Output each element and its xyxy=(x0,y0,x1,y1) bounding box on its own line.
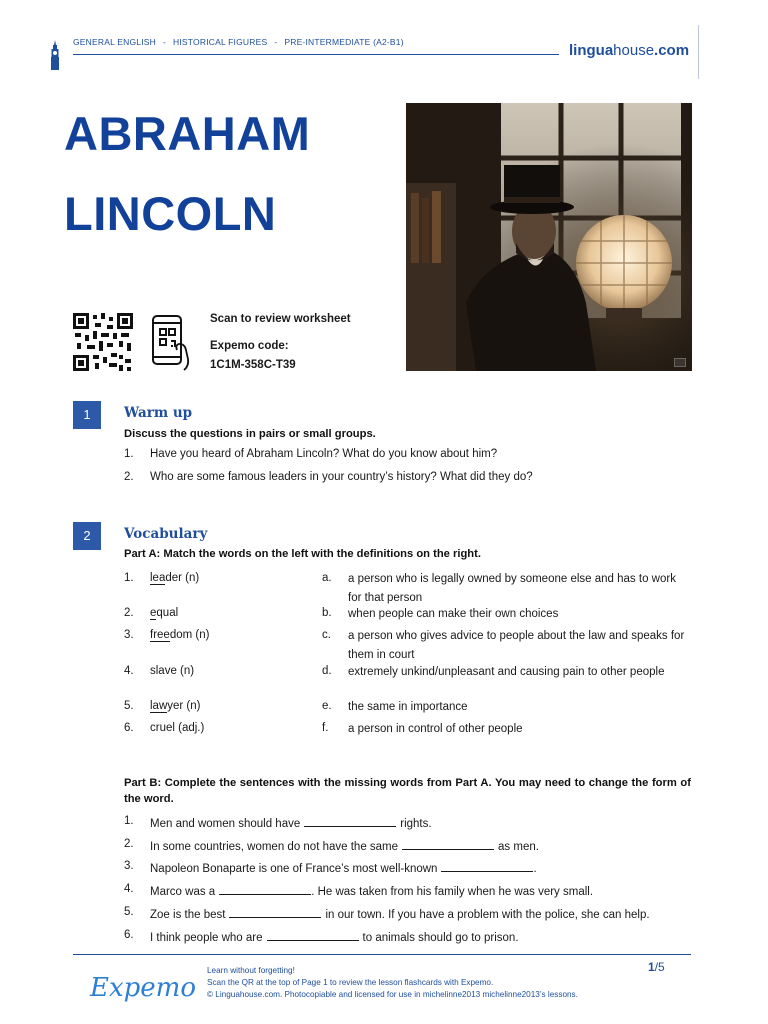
list-number: 2. xyxy=(124,607,134,619)
list-number: 1. xyxy=(124,815,134,827)
vocab-word: equal xyxy=(150,607,179,619)
list-number: 6. xyxy=(124,722,134,734)
list-number: 4. xyxy=(124,665,134,677)
list-number: 3. xyxy=(124,629,134,641)
section-number-2: 2 xyxy=(73,522,101,550)
title-line-1: ABRAHAM xyxy=(64,107,311,160)
answer-blank[interactable] xyxy=(304,815,396,827)
vocab-word: cruel (adj.) xyxy=(150,722,205,734)
header-divider xyxy=(698,25,699,79)
answer-blank[interactable] xyxy=(267,929,359,941)
stressed-syllable: free xyxy=(150,629,170,641)
definition-text: extremely unkind/unpleasant and causing pain to other people xyxy=(348,666,665,678)
expemo-logo xyxy=(88,962,198,1008)
list-number: 1. xyxy=(124,448,134,460)
answer-blank[interactable] xyxy=(229,906,321,918)
footer-tagline: Learn without forgetting! xyxy=(207,966,295,975)
definition-letter: b. xyxy=(322,607,332,619)
image-caption-icon xyxy=(674,358,686,367)
vocab-word: lawyer (n) xyxy=(150,700,201,712)
vocab-word: leader (n) xyxy=(150,572,200,584)
gap-sentence: Zoe is the best in our town. If you have a problem with the police, she can help. xyxy=(150,906,650,921)
vocab-word: slave (n) xyxy=(150,665,195,677)
list-number: 3. xyxy=(124,860,134,872)
definition-letter: f. xyxy=(322,722,329,734)
gap-sentence: Men and women should have rights. xyxy=(150,815,432,830)
definition-text: a person in control of other people xyxy=(348,723,523,735)
warm-up-question: Who are some famous leaders in your country’s history? What did they do? xyxy=(150,471,533,483)
page-number: 1/5 xyxy=(648,960,665,974)
section-number-1: 1 xyxy=(73,401,101,429)
stressed-syllable: e xyxy=(150,607,157,619)
definition-text: when people can make their own choices xyxy=(348,608,559,620)
warm-up-question: Have you heard of Abraham Lincoln? What do you know about him? xyxy=(150,448,498,460)
definition-letter: d. xyxy=(322,665,332,677)
definition-text: a person who gives advice to people about the law and speaks for them in court xyxy=(348,630,685,661)
breadcrumb-category: GENERAL ENGLISH xyxy=(73,37,156,47)
warm-up-instruction: Discuss the questions in pairs or small groups. xyxy=(124,428,376,440)
stressed-syllable: law xyxy=(150,700,168,712)
answer-blank[interactable] xyxy=(219,883,311,895)
section-title-warm-up: Warm up xyxy=(124,405,193,421)
breadcrumb xyxy=(73,37,404,47)
gap-sentence: I think people who are to animals should go to prison. xyxy=(150,929,519,944)
definition-letter: e. xyxy=(322,700,332,712)
breadcrumb-level: PRE-INTERMEDIATE (A2-B1) xyxy=(284,37,404,47)
svg-text:Expemo: Expemo xyxy=(90,973,196,1003)
big-ben-icon xyxy=(49,40,61,70)
footer-qr-note: Scan the QR at the top of Page 1 to review the lesson flashcards with Expemo. xyxy=(207,978,494,987)
gap-sentence: Napoleon Bonaparte is one of France’s most well-known . xyxy=(150,860,537,875)
footer-copyright: © Linguahouse.com. Photocopiable and licensed for use in michelinne2013 michelinne2013’s lessons. xyxy=(207,990,578,999)
breadcrumb-topic: HISTORICAL FIGURES xyxy=(173,37,268,47)
part-b-instruction: Part B: Complete the sentences with the missing words from Part A. You may need to change the form of the word. xyxy=(124,777,691,805)
lincoln-portrait-image xyxy=(406,103,692,371)
stressed-syllable: lea xyxy=(150,572,166,584)
list-number: 6. xyxy=(124,929,134,941)
answer-blank[interactable] xyxy=(402,838,494,850)
definition-letter: c. xyxy=(322,629,331,641)
section-title-vocabulary: Vocabulary xyxy=(124,526,208,542)
definition-letter: a. xyxy=(322,572,332,584)
phone-scan-icon xyxy=(151,314,191,372)
definition-text: the same in importance xyxy=(348,701,468,713)
scan-label: Scan to review worksheet xyxy=(210,313,351,325)
list-number: 2. xyxy=(124,838,134,850)
breadcrumb-separator: - xyxy=(163,37,167,47)
part-a-instruction: Part A: Match the words on the left with the definitions on the right. xyxy=(124,548,481,560)
list-number: 1. xyxy=(124,572,134,584)
expemo-code-value: 1C1M-358C-T39 xyxy=(210,359,296,371)
footer-rule xyxy=(73,954,691,955)
answer-blank[interactable] xyxy=(441,860,533,872)
definition-text: a person who is legally owned by someone else and has to work for that person xyxy=(348,573,676,604)
list-number: 2. xyxy=(124,471,134,483)
gap-sentence: Marco was a . He was taken from his family when he was very small. xyxy=(150,883,593,898)
qr-code-icon[interactable] xyxy=(73,313,133,371)
page-title xyxy=(64,94,384,254)
breadcrumb-separator: - xyxy=(274,37,278,47)
expemo-code-label: Expemo code: xyxy=(210,340,289,352)
list-number: 5. xyxy=(124,700,134,712)
header-rule xyxy=(73,54,559,55)
title-line-2: LINCOLN xyxy=(64,187,277,240)
gap-sentence: In some countries, women do not have the same as men. xyxy=(150,838,539,853)
list-number: 4. xyxy=(124,883,134,895)
vocab-word: freedom (n) xyxy=(150,629,210,641)
list-number: 5. xyxy=(124,906,134,918)
linguahouse-logo: linguahouse.com xyxy=(569,42,690,59)
